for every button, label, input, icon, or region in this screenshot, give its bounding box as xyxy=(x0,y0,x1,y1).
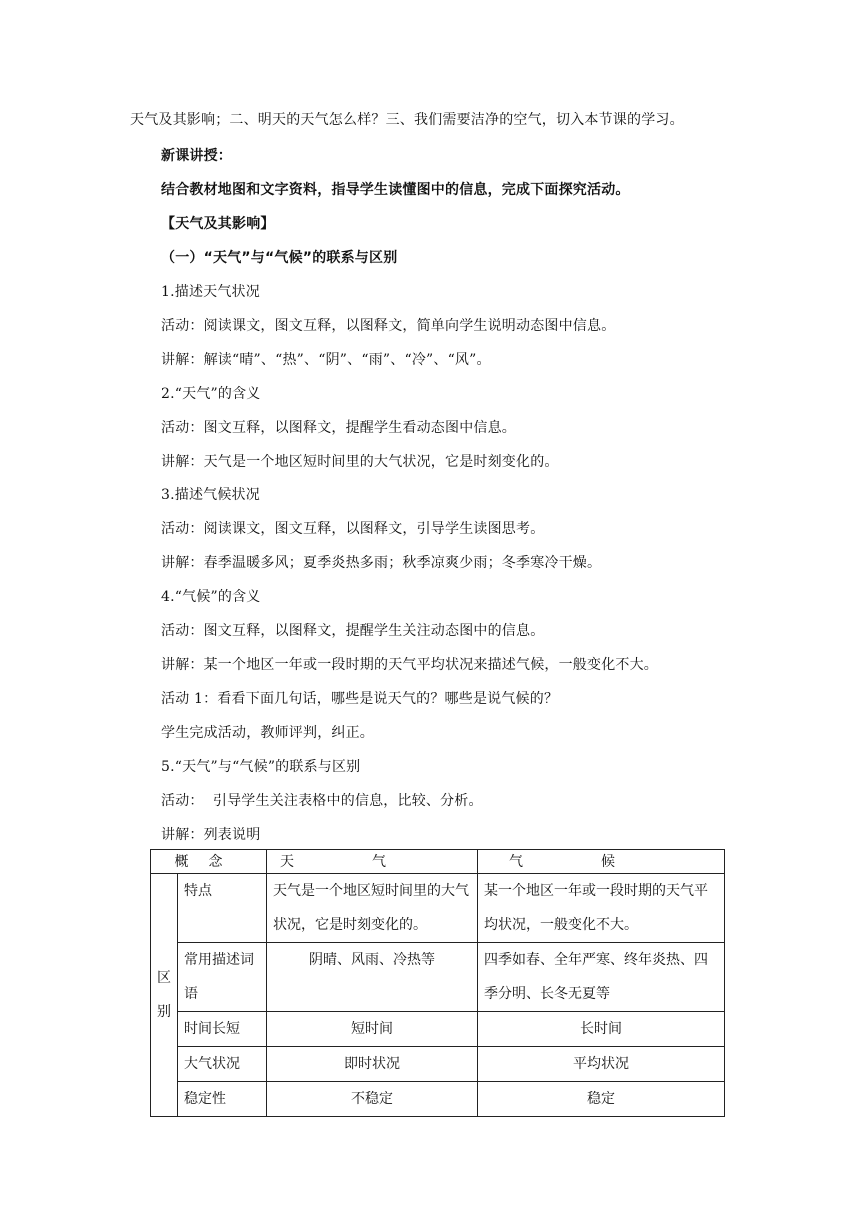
p5-head: 5.“天气”与“气候”的联系与区别 xyxy=(161,759,361,775)
row-weather: 天气是一个地区短时间里的大气状况，它是时刻变化的。 xyxy=(267,874,478,943)
row-weather: 即时状况 xyxy=(267,1047,478,1082)
p1-explain: 讲解：解读“晴”、“热”、“阴”、“雨”、“冷”、“风”。 xyxy=(161,352,491,368)
row-climate: 某一个地区一年或一段时期的天气平均状况，一般变化不大。 xyxy=(478,874,725,943)
p5-explain: 讲解：列表说明 xyxy=(161,827,261,843)
p2-head: 2.“天气”的含义 xyxy=(161,386,261,402)
row-label: 大气状况 xyxy=(178,1047,267,1082)
side-label-1: 区 xyxy=(157,970,171,986)
row-climate: 四季如春、全年严寒、终年炎热、四季分明、长冬无夏等 xyxy=(478,943,725,1012)
intro-line: 天气及其影响；二、明天的天气怎么样？三、我们需要洁净的空气，切入本节课的学习。 xyxy=(130,112,684,128)
section-title: 【天气及其影响】 xyxy=(161,216,275,232)
p1-head: 1.描述天气状况 xyxy=(161,284,260,300)
guide-text: 结合教材地图和文字资料，指导学生读懂图中的信息，完成下面探究活动。 xyxy=(161,182,630,198)
header-weather: 天气 xyxy=(267,850,478,874)
p5-activity: 活动： 引导学生关注表格中的信息，比较、分析。 xyxy=(161,793,483,809)
p2-activity: 活动：图文互释，以图释文，提醒学生看动态图中信息。 xyxy=(161,420,516,436)
new-lesson-heading: 新课讲授： xyxy=(161,148,232,164)
sub-title: （一）“天气”与“气候”的联系与区别 xyxy=(161,250,398,266)
activity-1: 活动 1：看看下面几句话，哪些是说天气的？哪些是说气候的？ xyxy=(161,691,559,707)
row-label: 常用描述词语 xyxy=(178,943,267,1012)
row-climate: 稳定 xyxy=(478,1082,725,1117)
side-label xyxy=(151,874,178,1117)
p1-activity: 活动：阅读课文，图文互释，以图释文，简单向学生说明动态图中信息。 xyxy=(161,318,616,334)
side-label-2: 别 xyxy=(157,1004,171,1020)
header-climate: 气候 xyxy=(478,850,725,874)
p4-activity: 活动：图文互释，以图释文，提醒学生关注动态图中的信息。 xyxy=(161,623,545,639)
activity-1-done: 学生完成活动，教师评判，纠正。 xyxy=(161,725,374,741)
p4-head: 4.“气候”的含义 xyxy=(161,589,261,605)
row-weather: 阴晴、风雨、冷热等 xyxy=(267,943,478,1012)
header-concept: 概念 xyxy=(151,850,267,874)
table-row xyxy=(151,1082,725,1117)
table-row xyxy=(151,943,725,1012)
p3-explain: 讲解：春季温暖多风；夏季炎热多雨；秋季凉爽少雨；冬季寒冷干燥。 xyxy=(161,555,602,571)
p3-activity: 活动：阅读课文，图文互释，以图释文，引导学生读图思考。 xyxy=(161,521,545,537)
p2-explain: 讲解：天气是一个地区短时间里的大气状况，它是时刻变化的。 xyxy=(161,454,559,470)
row-label: 稳定性 xyxy=(178,1082,267,1117)
row-climate: 平均状况 xyxy=(478,1047,725,1082)
row-climate: 长时间 xyxy=(478,1012,725,1047)
row-label: 时间长短 xyxy=(178,1012,267,1047)
row-weather: 不稳定 xyxy=(267,1082,478,1117)
table-row xyxy=(151,1047,725,1082)
table-row xyxy=(151,874,725,943)
comparison-table xyxy=(150,849,725,1117)
p3-head: 3.描述气候状况 xyxy=(161,487,260,503)
p4-explain: 讲解：某一个地区一年或一段时期的天气平均状况来描述气候，一般变化不大。 xyxy=(161,657,658,673)
row-label: 特点 xyxy=(178,874,267,943)
table-header-row xyxy=(151,850,725,874)
table-row xyxy=(151,1012,725,1047)
row-weather: 短时间 xyxy=(267,1012,478,1047)
